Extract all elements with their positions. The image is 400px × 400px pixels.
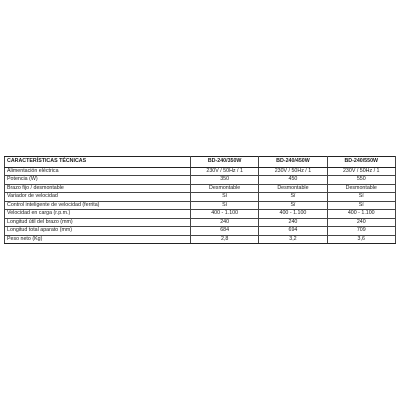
model-header: BD-240/350W [191,157,259,168]
spec-label: Velocidad en carga (r.p.m.) [5,210,191,219]
table-row [5,184,396,193]
spec-label: Potencia (W) [5,176,191,185]
spec-value: Sí [327,201,395,210]
spec-value: 709 [327,227,395,236]
spec-value: 350 [191,176,259,185]
table-row [5,227,396,236]
spec-label: Alimentación eléctrica [5,167,191,176]
table-row [5,201,396,210]
spec-value: 230V / 50Hz / 1 [327,167,395,176]
spec-value: Sí [327,193,395,202]
spec-value: Sí [191,193,259,202]
spec-label: Longitud útil del brazo (mm) [5,218,191,227]
table-row [5,167,396,176]
spec-value: 694 [259,227,327,236]
spec-value: 400 - 1.100 [327,210,395,219]
model-header: BD-240/450W [259,157,327,168]
table-header-row [5,157,396,168]
spec-value: Sí [191,201,259,210]
spec-value: 240 [259,218,327,227]
spec-label: Brazo fijo / desmontable [5,184,191,193]
spec-value: 230V / 50Hz / 1 [191,167,259,176]
spec-value: 684 [191,227,259,236]
table-row [5,235,396,244]
spec-value: Desmontable [327,184,395,193]
spec-value: 240 [327,218,395,227]
spec-value: Sí [259,193,327,202]
spec-value: 2,8 [191,235,259,244]
spec-value: Desmontable [191,184,259,193]
spec-label: Longitud total aparato (mm) [5,227,191,236]
table-row [5,176,396,185]
spec-value: 230V / 50Hz / 1 [259,167,327,176]
spec-value: 550 [327,176,395,185]
spec-value: 240 [191,218,259,227]
spec-label: Control inteligente de velocidad (ferrita) [5,201,191,210]
table-row [5,210,396,219]
specs-heading: CARACTERÍSTICAS TÉCNICAS [5,157,191,168]
spec-value: 450 [259,176,327,185]
spec-label: Variador de velocidad [5,193,191,202]
model-header: BD-240/550W [327,157,395,168]
table-row [5,218,396,227]
spec-value: Desmontable [259,184,327,193]
spec-value: Sí [259,201,327,210]
technical-specs-table [4,156,396,244]
spec-value: 3,2 [259,235,327,244]
table-row [5,193,396,202]
spec-value: 400 - 1.100 [259,210,327,219]
spec-value: 3,6 [327,235,395,244]
spec-label: Peso neto (Kg) [5,235,191,244]
spec-value: 400 - 1.100 [191,210,259,219]
